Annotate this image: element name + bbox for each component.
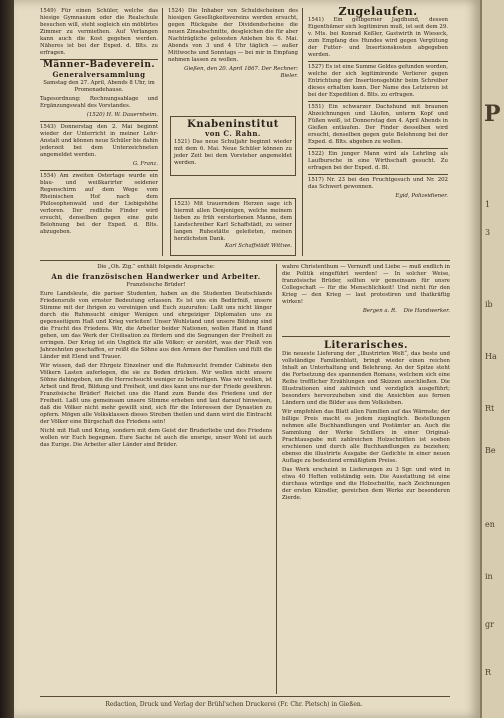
appeal-place: Bergen a. R. [362,308,397,314]
knabeninstitut-text: 1521) Das neue Schuljahr beginnt wieder mit dem 6. Mai. Neue Schüler können zu jeder Zeit bei dem Vorsteher angemeldet werden. [174,139,292,166]
adjacent-page-fragment: R [485,668,492,677]
adjacent-page-edge [480,0,504,718]
adjacent-page-fragment: P [484,101,501,127]
right-column [308,6,448,256]
ad-1524: 1524) Die Inhaber von Schuldscheinen des hiesigen Geselligkeitsvereins werden ersucht, gegen Rückgabe der Dividendscheine die neuen Zinsabschnitte, desgleichen die für aber Nachträgliche geloosten Anlehen bis 6. Mai. Abends von 3 und 4 Uhr täglich — außer Mittwochs und Sonntags — bei mir in Empfang nehmen lassen zu wollen. [168,8,298,63]
adjacent-page-fragment: Rt [485,404,495,413]
ad-1543-signature: G. Franz. [132,161,158,167]
knabeninstitut-subtitle: von C. Rahn. [205,129,261,138]
knabeninstitut-title: Knabeninstitut [187,119,279,130]
section-rule [40,260,450,261]
literary-title: Literarisches. [323,340,409,351]
literary-body-2: Wir empfehlen das Blatt allen Familien auf das Wärmste; der billige Preis macht es jedem zugänglich. Bestellungen nehmen alle Buchhandlungen und Postämter an. Auch die Sammlung der Werke Schillers in einer Original-Prachtausgabe mit zahlreichen Holzschnitten ist soeben erschienen und durch alle Buchhandlungen zu beziehen; ebenso die illustrirte Ausgabe der Gedichte in einer neuen Auflage zu bedeutend ermäßigtem Preise. [282,409,450,464]
ad-1522: 1522) Ein junger Mann wird als Lehrling als Laufbursche in eine Wirthschaft gesucht. Zu erfragen bei der Exped. d. Bl. [308,151,448,171]
adjacent-page-fragment: 1 [485,200,491,209]
column-divider [276,264,277,694]
ad-1524-signature: Gießen, den 20. April 1867. Der Rechner: Bieler. [184,66,298,79]
imprint-footer: Redaction, Druck und Verlag der Brühl'schen Druckerei (Fr. Chr. Pietsch) in Gießen. [105,701,363,708]
knabeninstitut-box [170,116,296,176]
generalversammlung-title: Generalversammlung [52,70,146,79]
appeal-title: An die französischen Handwerker und Arbeiter. [51,272,261,281]
section-rule [282,336,450,337]
ad-1523-box [170,198,296,256]
ad-1543: 1543) Donnerstag den 2. Mai beginnt wieder der Unterricht in meiner Lehr-Anstalt und können neue Schüler bis dahin jederzeit bei dem Unterzeichneten angemeldet werden. [40,124,158,158]
appeal-body-2: Wir wissen, daß der Ehrgeiz Einzelner und die Ruhmsucht fremder Cabinete den Völkern Lasten auferlegen, die sie zu Boden drücken. Wir wollen nicht unsere Söhne dahingeben, um die Herrschsucht weniger zu befriedigen. Was wir wollen, ist Arbeit und Brod, Bildung und Freiheit, und dies kann uns nur der Friede gewähren. Französische Brüder! Reichet uns die Hand zum Bunde des Friedens und der Freiheit. Laßt uns gemeinsam unsere Stimme erheben und laut darauf hinweisen, daß die Völker nicht mehr gewillt sind, sich für die Interessen der Dynastien zu opfern. Mögen alle Volksklassen dieses Streben theilen und dann wird die Eintracht der Völker eine Bürgschaft des Friedens sein! [40,363,272,425]
adjacent-page-fragment: in [485,572,493,581]
adjacent-page-fragment: Be [485,446,496,455]
adjacent-page-fragment: 3 [485,228,491,237]
gv-agenda: Tagesordnung: Rechnungsablage und Ergänzungswahl des Vorstandes. [40,96,158,109]
footer-rule [40,696,450,697]
appeal-signature: Die Handwerker. [403,308,450,314]
ad-1527: 1527) Es ist eine Summe Geldes gefunden worden, welche der sich legitimirende Verlierer gegen Entrichtung der Insertionsgebühr beim Schreiber dieses erhalten kann. Der Name des Letzteren ist bei der Expedition d. Blts. zu erfragen. [308,64,448,98]
appeal-body-1: Eure Landsleute, die pariser Studenten, haben an die Studenten Deutschlands Friedensrufe von ernster Bedeutung erlassen. Es ist uns ein Bedürfniß, unsere Stimme mit der ihrigen zu vereinigen und Euch zuzurufen: Laßt uns nicht länger durch die Ruhmsucht einiger Wenigen und ehrgeiziger Diplomaten uns zu gegenseitigem Haß und Krieg verleiten! Unser Wohlstand und unsere Bildung sind die Frucht des Friedens. Wir, die Arbeiter beider Nationen, wollen Hand in Hand gehen, um das Werk der Civilisation zu fördern und die Segnungen der Freiheit zu erringen. Der Krieg ist ein Unglück für alle Völker; er zerstört, was der Fleiß von Jahrzehnten geschaffen, er reißt die Söhne aus den Armen der Familien und füllt die Länder mit Elend und Trauer. [40,291,272,360]
adjacent-page-fragment: en [485,520,495,529]
gv-date: Samstag den 27. April, Abends 8 Uhr, im Promenadehause. [43,80,155,93]
ad-1517: 1517) Nr. 23 bei den Fruchtgesuch und Nr. 202 das Schwert gewonnen. [308,177,448,190]
literary-column [282,340,450,692]
appeal-body-3: Nicht mit Haß und Krieg, sondern mit dem Geist der Bruderliebe und des Friedens wollen wir Euch begegnen. Eure Sache ist auch die unsrige, unser Wohl ist auch das Eurige. Die Arbeiter aller Länder sind Brüder. [40,428,272,448]
book-spine-edge [0,0,14,718]
appeal-column [40,264,272,692]
newspaper-page [14,0,480,718]
middle-column [168,8,298,118]
gv-signature: (1520) H. W. Dauernheim. [86,112,158,118]
ad-1523: 1523) Mit trauerndem Herzen sage ich hiermit allen Denjenigen, welche meinem lieben zu früh verstorbenen Manne, dem Landschreiber Karl Schaffstädt, zu seiner langen Ruhestätte geleiteten, meinen herzlichsten Dank. [174,201,292,242]
column-divider [302,8,303,256]
ad-1551: 1551) Ein schwarzer Dachshund mit braunen Abzeichnungen und Läufen, unterm Kopf und Füßen weiß, ist Donnerstag den 4. April Abends in Gießen entlaufen. Der Finder desselben wird ersucht, denselben gegen gute Belohnung bei der Exped. d. Blts. abgeben zu wollen. [308,104,448,145]
left-column [40,8,158,248]
ad-1554: 1554) Am zweiten Ostertage wurde ein blau- und weißkarirter seidener Regenschirm auf dem Wege vom Rheinischen Hof nach dem Philosophenwald und der Liebigshöhe verloren. Der redliche Finder wird ersucht, denselben gegen eine gute Belohnung bei der Exped. d. Blts. abzugeben. [40,173,158,235]
ad-1541: 1541) Ein gelbgerner Jagdhund, dessen Eigenthümer sich legitimiren muß, ist seit dem 29. v. Mts. bei Konrad Keßler, Gastwirth in Wieseck, zum Empfang des Hundes wird gegen Vergütung der Futter- und Insertionskosten abgegeben werden. [308,17,448,58]
appeal-body-right: wahre Christenthum — Vernunft und Liebe — muß endlich in die Politik eingeführt werden! — In solcher Weise, französische Brüder, sollten wir gemeinsam für unsre Collegschaft — für die Menschlichkeit! Und nicht für den Krieg — den Krieg — laut protestiren und thatkräftig wirken! [282,264,450,305]
literary-body-1: Die neueste Lieferung der „Illustrirten Welt“, das beste und vollständige Familienblatt, bringt wieder einen reichen Inhalt an Unterhaltung und Belehrung. An der Spitze steht die Fortsetzung des spannenden Romans, welchem sich eine Reihe trefflicher Erzählungen und Skizzen anschließen. Die Illustrationen sind zahlreich und vorzüglich ausgeführt; besonders hervorzuheben sind die Ansichten aus fernen Ländern und die Bilder aus dem Volksleben. [282,351,450,406]
maenner-badeverein-title: Männer-Badeverein. [42,60,156,70]
adjacent-page-fragment: gr [485,620,494,629]
column-divider [162,8,163,256]
appeal-salutation: Französische Brüder! [126,282,186,288]
ad-1523-signature: Karl Schaffstädt Wittwe. [225,243,292,249]
literary-body-3: Das Werk erscheint in Lieferungen zu 3 Sgr. und wird in etwa 40 Heften vollständig sein. Die Ausstattung ist eine durchaus würdige und die Holzschnitte, nach Zeichnungen der ersten Künstler, gereichen dem Werke zur besonderen Zierde. [282,467,450,501]
ad-1517-signature: Egid, Polizeidiener. [395,193,448,199]
appeal-intro: Die „Oh. Zig.“ enthält folgende Ansprache: [97,264,215,270]
adjacent-page-fragment: Ha [485,352,497,361]
appeal-continuation [282,264,450,334]
ad-1549: 1549) Für einen Schüler, welche das hiesige Gymnasium oder die Realschule besuchen will, steht sogleich ein möblirtes Zimmer zu vermiethen. Auf Verlangen kann auch die Kost gegeben werden. Näheres ist bei der Exped. d. Blts. zu erfragen. [40,8,158,56]
adjacent-page-fragment: ib [485,300,493,309]
zugelaufen-title: Zugelaufen. [338,6,418,18]
